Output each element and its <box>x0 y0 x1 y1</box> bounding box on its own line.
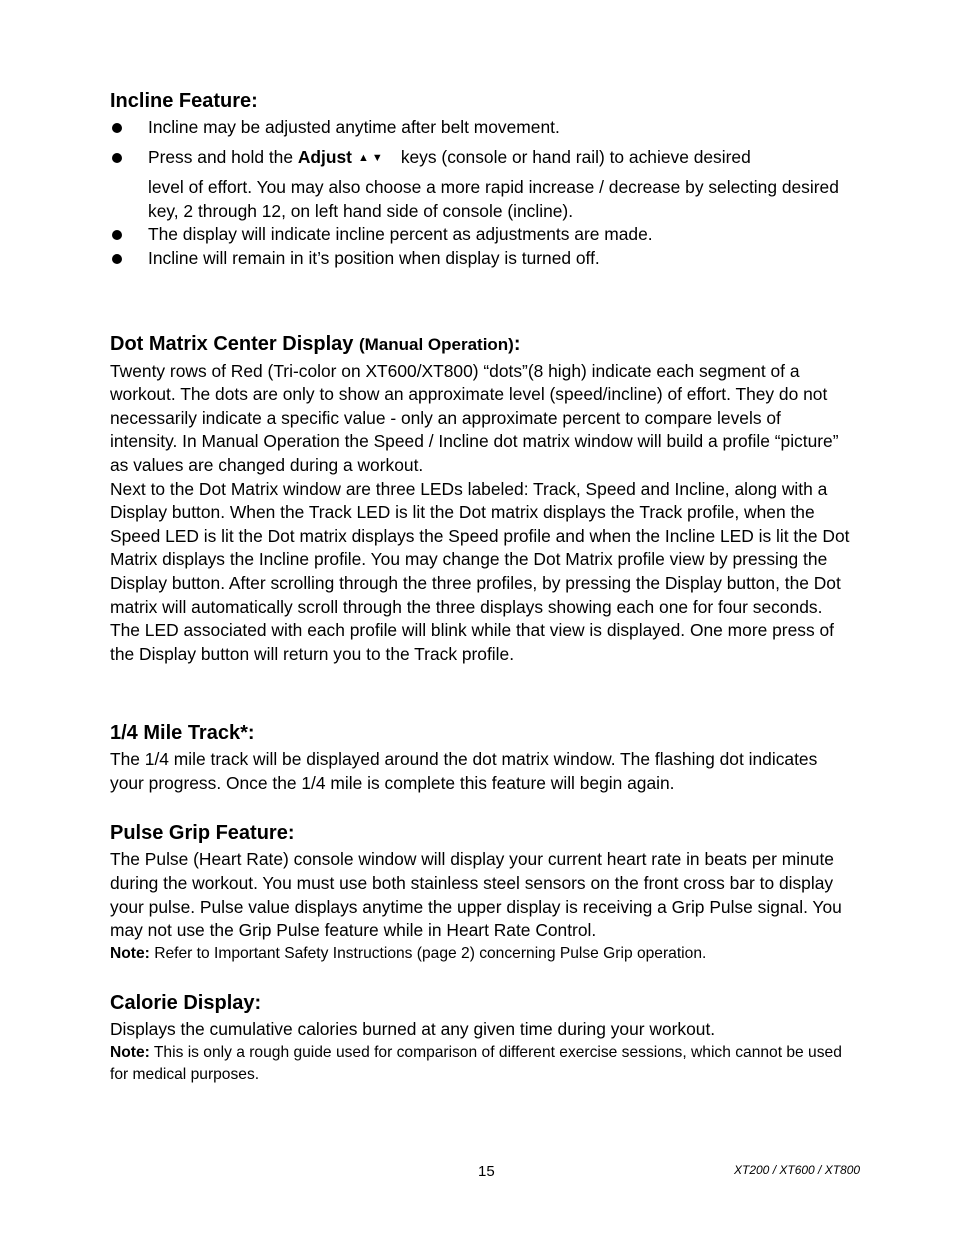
incline-bullet-1-text: Incline may be adjusted anytime after belt movement. <box>148 117 560 137</box>
model-names: XT200 / XT600 / XT800 <box>734 1163 861 1177</box>
incline-bullet-3 <box>110 223 850 247</box>
track-section <box>110 718 850 795</box>
dot-matrix-heading-small: (Manual Operation) <box>358 334 514 354</box>
dot-matrix-heading <box>110 329 850 360</box>
calorie-section <box>110 988 850 1087</box>
incline-bullet-4 <box>110 247 850 271</box>
incline-bullet-list <box>110 116 850 271</box>
bullet-dot-icon <box>112 153 122 163</box>
bullet-dot-icon <box>112 123 122 133</box>
up-down-arrows-icon: ▲ ▼ <box>357 151 383 164</box>
dot-matrix-paragraph-1: Twenty rows of Red (Tri-color on XT600/XT800) “dots”(8 high) indicate each segment of a workout. The dots are only to show an approximate level (speed/incline) of effort. They do not necessarily indicate a specific value - only an approximate percent to compare levels of intensity. In Manual Operation the Speed / Incline dot matrix window will build a profile “picture” as values are changed during a workout. <box>110 360 839 475</box>
page-number: 15 <box>478 1163 495 1180</box>
pulse-heading: Pulse Grip Feature: <box>110 822 295 845</box>
bullet-dot-icon <box>112 254 122 264</box>
incline-heading: Incline Feature: <box>110 90 258 112</box>
incline-section <box>110 86 850 271</box>
incline-bullet-2-pre: Press and hold the <box>148 146 298 167</box>
incline-bullet-2-line1-post: keys (console or hand rail) to achieve desired <box>400 146 751 167</box>
dot-matrix-heading-colon: : <box>513 332 521 355</box>
pulse-note-text: Refer to Important Safety Instructions (page 2) concerning Pulse Grip operation. <box>149 944 707 962</box>
bullet-dot-icon <box>112 230 122 240</box>
calorie-note <box>110 1042 850 1087</box>
incline-bullet-3-text: The display will indicate incline percent as adjustments are made. <box>148 224 653 245</box>
incline-bullet-1 <box>110 116 850 140</box>
track-heading: 1/4 Mile Track*: <box>110 722 255 745</box>
dot-matrix-paragraph-2: Next to the Dot Matrix window are three LEDs labeled: Track, Speed and Incline, along with a Display button. When the Track LED is lit the Dot matrix displays the Track profile, when the Speed LED is lit the Dot matrix displays the Speed profile and when the Incline LED is lit the Dot Matrix displays the Incline profile. You may change the Dot Matrix profile view by pressing the Display button. After scrolling through the three profiles, by pressing the Display button, the Dot matrix will automatically scroll through the three displays showing each one for four seconds. The LED associated with each profile will blink while that view is displayed. One more press of the Display button will return you to the Track profile. <box>110 478 850 664</box>
calorie-paragraph: Displays the cumulative calories burned at any given time during your workout. <box>110 1019 716 1040</box>
pulse-section <box>110 818 850 965</box>
calorie-note-text: This is only a rough guide used for comparison of different exercise sessions, which cannot be used for medical purposes. <box>110 1043 842 1084</box>
pulse-note-label: Note: <box>110 944 150 962</box>
incline-bullet-2-adjust: Adjust <box>297 146 352 167</box>
calorie-heading: Calorie Display: <box>110 992 262 1015</box>
incline-bullet-2-rest: level of effort. You may also choose a more rapid increase / decrease by selecting desired key, 2 through 12, on left hand side of console (incline). <box>148 177 839 221</box>
calorie-note-label: Note: <box>110 1043 150 1061</box>
incline-bullet-2 <box>110 146 850 224</box>
track-paragraph: The 1/4 mile track will be displayed around the dot matrix window. The flashing dot indicates your progress. Once the 1/4 mile is complete this feature will begin again. <box>110 749 818 793</box>
dot-matrix-section <box>110 329 850 667</box>
manual-page <box>110 86 850 1087</box>
dot-matrix-heading-main: Dot Matrix Center Display <box>110 332 359 355</box>
incline-bullet-4-text: Incline will remain in it’s position when display is turned off. <box>148 247 600 268</box>
pulse-note <box>110 943 850 966</box>
pulse-paragraph: The Pulse (Heart Rate) console window will display your current heart rate in beats per minute during the workout. You must use both stainless steel sensors on the front cross bar to display your pulse. Pulse value displays anytime the upper display is receiving a Grip Pulse signal. You may not use the Grip Pulse feature while in Heart Rate Control. <box>110 849 842 941</box>
